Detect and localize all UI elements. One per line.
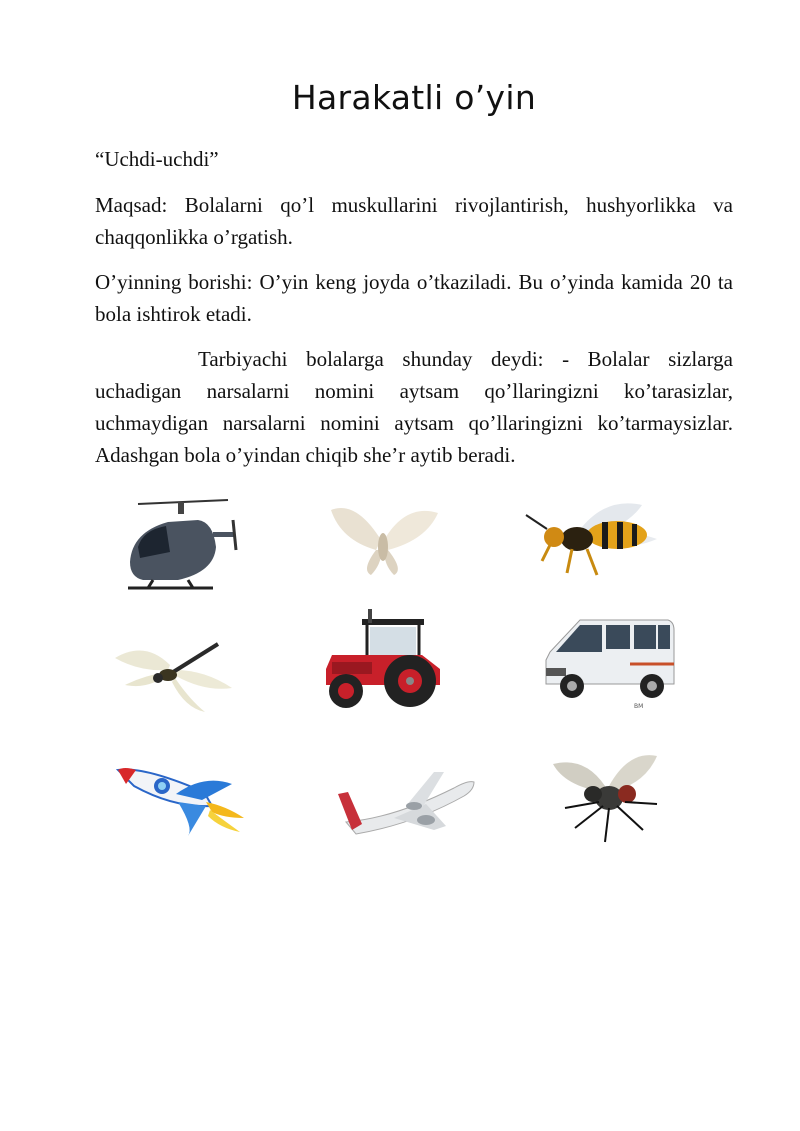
dragonfly-icon [110, 630, 235, 715]
rocket-icon [114, 762, 249, 840]
moth-icon [326, 495, 441, 580]
svg-text:ВМ: ВМ [634, 703, 644, 710]
helicopter-icon [118, 492, 248, 597]
game-name: “Uchdi-uchdi” [95, 147, 219, 171]
airplane-icon [334, 766, 479, 841]
tractor-icon [322, 607, 447, 712]
goal-paragraph: Maqsad: Bolalarni qo’l muskullarini rivojlantirish, hushyorlikka va chaqqonlikka o’rgatish. [95, 193, 733, 249]
fly-icon [545, 746, 665, 846]
procedure-paragraph: O’yinning borishi: O’yin keng joyda o’tkaziladi. Bu o’yinda kamida 20 ta bola ishtirok etadi. [95, 270, 733, 326]
wasp-icon [522, 497, 662, 582]
page-title: Harakatli o’yin [291, 78, 537, 117]
instructions-paragraph: Tarbiyachi bolalarga shunday deydi: - Bolalar sizlarga uchadigan narsalarni nomini aytsam qo’llaringizni ko’tarasizlar, uchmaydigan narsalarni nomini aytsam qo’llaringizni ko’tarmaysizlar. Adashgan bola o’yindan chiqib she’r aytib beradi. [95, 347, 733, 467]
minivan-icon [540, 612, 680, 712]
